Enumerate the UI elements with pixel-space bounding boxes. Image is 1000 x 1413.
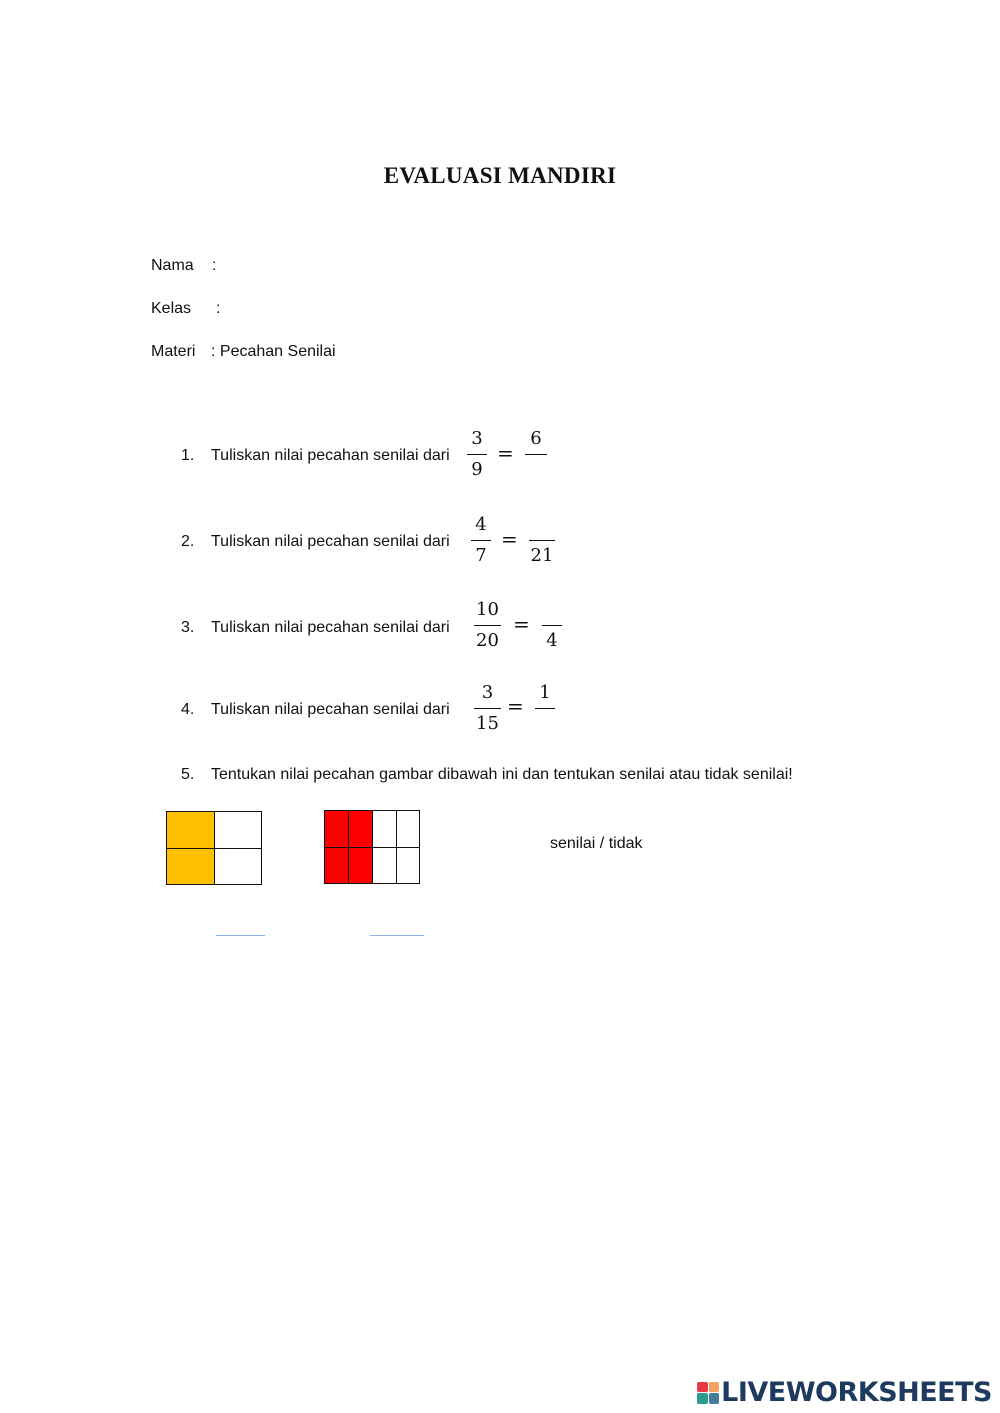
- question-number: 5.: [181, 766, 195, 783]
- question-text: Tuliskan nilai pecahan senilai dari: [211, 701, 450, 718]
- field-separator: :: [211, 343, 216, 360]
- fraction-numerator: 4: [475, 514, 487, 535]
- fraction-bar: [474, 708, 501, 709]
- question-number: 4.: [181, 701, 195, 718]
- answer-blank-right[interactable]: [370, 935, 424, 936]
- field-label: Materi: [151, 343, 196, 360]
- fraction-denominator: 21: [530, 545, 554, 567]
- grid-cell-shaded: [166, 848, 215, 885]
- fraction-left: [467, 428, 487, 481]
- question-text: Tuliskan nilai pecahan senilai dari: [211, 447, 450, 464]
- fraction-denominator: 15: [476, 713, 499, 735]
- grid-cell: [396, 810, 420, 848]
- equals-sign: =: [497, 441, 514, 465]
- grid-cell: [396, 847, 420, 884]
- fraction-numerator: 6: [530, 428, 542, 449]
- fraction-left: [471, 514, 491, 567]
- question-number: 3.: [181, 619, 195, 636]
- field-separator: :: [212, 257, 217, 274]
- fraction-bar: [467, 454, 487, 455]
- grid-cell: [372, 810, 397, 848]
- grid-cell: [214, 811, 262, 849]
- fraction-bar: [474, 625, 501, 626]
- fraction-numerator: 1: [539, 682, 551, 703]
- grid-cell-shaded: [324, 810, 349, 848]
- question-text: Tuliskan nilai pecahan senilai dari: [211, 619, 450, 636]
- fraction-bar: [529, 540, 555, 541]
- liveworksheets-logo: [697, 1377, 992, 1408]
- fraction-denominator: 20: [476, 630, 499, 652]
- grid-cell-shaded: [348, 847, 373, 884]
- fraction-numerator: 3: [471, 428, 483, 449]
- question-number: 2.: [181, 533, 195, 550]
- fraction-bar: [535, 708, 555, 709]
- answer-denominator[interactable]: [525, 459, 547, 481]
- page-title: EVALUASI MANDIRI: [383, 163, 617, 188]
- fraction-denominator: 4: [546, 630, 558, 652]
- field-label: Nama: [151, 257, 194, 274]
- answer-numerator[interactable]: [529, 514, 555, 536]
- grid-cell: [372, 847, 397, 884]
- logo-icon: [697, 1382, 719, 1404]
- field-label: Kelas: [151, 300, 192, 317]
- answer-blank-left[interactable]: [216, 935, 265, 936]
- field-nama: [151, 257, 216, 275]
- grid-cell: [214, 848, 262, 885]
- equals-sign: =: [513, 612, 530, 636]
- answer-numerator[interactable]: [542, 599, 562, 621]
- fraction-right: [525, 428, 547, 481]
- logo-text: LIVEWORKSHEETS: [721, 1377, 992, 1408]
- grid-cell-shaded: [348, 810, 373, 848]
- fraction-figure-right: [324, 810, 420, 884]
- fraction-right: [529, 514, 555, 567]
- fraction-bar: [471, 540, 491, 541]
- grid-cell-shaded: [324, 847, 349, 884]
- fraction-figure-left: [166, 811, 262, 885]
- equals-sign: =: [507, 694, 524, 718]
- fraction-bar: [525, 454, 547, 455]
- fraction-right: [542, 599, 562, 652]
- fraction-right: [535, 682, 555, 735]
- fraction-denominator: 7: [475, 545, 487, 567]
- grid-cell-shaded: [166, 811, 215, 849]
- fraction-left: [474, 599, 501, 652]
- field-kelas: [151, 300, 220, 318]
- equals-sign: =: [501, 527, 518, 551]
- fraction-numerator: 3: [481, 682, 494, 703]
- field-value: Pecahan Senilai: [219, 343, 336, 360]
- question-text: Tuliskan nilai pecahan senilai dari: [211, 533, 450, 550]
- fraction-bar: [542, 625, 562, 626]
- field-materi: [151, 343, 336, 361]
- fraction-numerator: 10: [476, 599, 499, 620]
- fraction-denominator: 9: [471, 459, 483, 481]
- question-number: 1.: [181, 447, 195, 464]
- field-separator: :: [216, 300, 221, 317]
- answer-denominator[interactable]: [535, 713, 555, 735]
- question-text: Tentukan nilai pecahan gambar dibawah ini dan tentukan senilai atau tidak senilai!: [211, 766, 793, 783]
- fraction-left: [474, 682, 501, 735]
- choice-senilai-tidak[interactable]: senilai / tidak: [550, 835, 643, 852]
